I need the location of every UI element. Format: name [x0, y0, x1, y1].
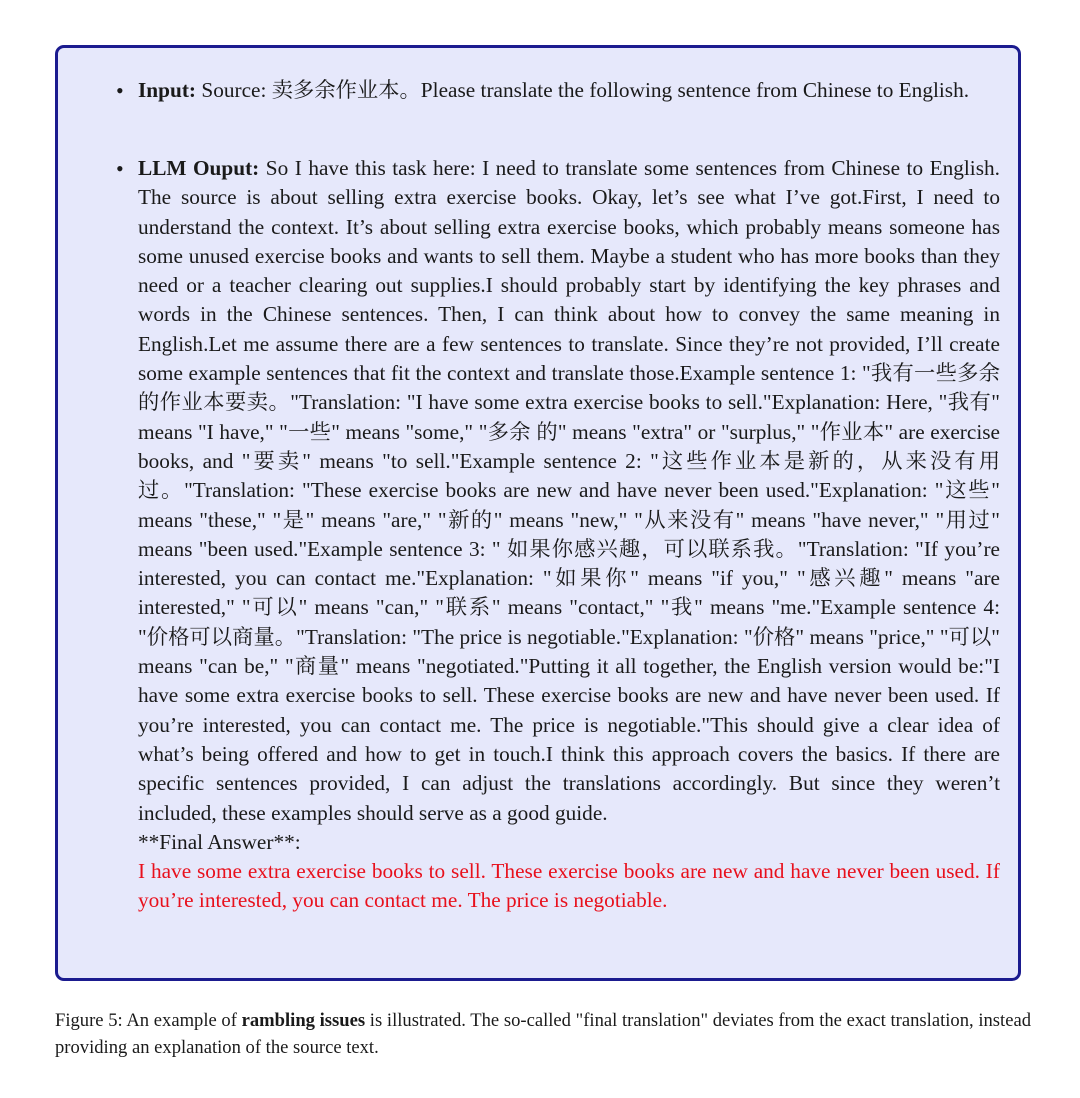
final-answer-label: **Final Answer**:	[138, 829, 301, 854]
input-label: Input:	[138, 78, 197, 102]
llm-output-text: So I have this task here: I need to translate some sentences from Chinese to English. The source is about selling extra exercise books. Okay, let’s see what I’ve got.First, I need to understand the context. It’s about selling extra exercise books, which probably means someone has some unused exercise books and wants to sell them. Maybe a student who has more books than they need or a teacher clearing out supplies.I should probably start by identifying the key phrases and words in the Chinese sentences. Then, I can think about how to convey the same meaning in English.Let me assume there are a few sentences to translate. Since they’re not provided, I’ll create some example sentences that fit the context and translate those.Example sentence 1: "我有一些多余的作业本要卖。"Translation: "I have some extra exercise books to sell."Explanation: Here, "我有" means "I have," "一些" means "some," "多余 的" means "extra" or "surplus," "作业本" are exercise books, and "要卖" means "to sell."Example sentence 2: "这些作业本是新的，从来没有用过。"Translation: "These exercise books are new and have never been used."Explanation: "这些" means "these," "是" means "are," "新的" means "new," "从来没有" means "have never," "用过" means "been used."Example sentence 3: " 如果你感兴趣，可以联系我。"Translation: "If you’re interested, you can contact me."Explanation: "如果你" means "if you," "感兴趣" means "are interested," "可以" means "can," "联系" means "contact," "我" means "me."Example sentence 4: "价格可以商量。"Translation: "The price is negotiable."Explanation: "价格" means "price," "可以" means "can be," "商量" means "negotiated."Putting it all together, the English version would be:"I have some extra exercise books to sell. These exercise books are new and have never been used. If you’re interested, you can contact me. The price is negotiable."This should give a clear idea of what’s being offered and how to get in touch.I think this approach covers the basics. If there are specific sentences provided, I can adjust the translations accordingly. But since they weren’t included, these examples should serve as a good guide.	[138, 156, 1001, 825]
input-text: Source: 卖多余作业本。Please translate the following sentence from Chinese to English.	[201, 78, 970, 102]
llm-output-label: LLM Ouput:	[138, 156, 260, 180]
llm-output-item	[116, 154, 1001, 916]
figure-caption	[55, 1008, 1031, 1061]
bullet-icon: •	[116, 156, 124, 181]
bullet-icon: •	[116, 78, 124, 103]
input-item	[116, 76, 1000, 105]
final-answer-text: I have some extra exercise books to sell. These exercise books are new and have never been used. If you’re interested, you can contact me. The price is negotiable.	[138, 859, 1000, 913]
example-box	[55, 45, 1021, 981]
caption-bold: rambling issues	[241, 1010, 366, 1031]
caption-prefix: Figure 5: An example of	[55, 1010, 242, 1031]
caption-suffix: is illustrated. The so-called "final translation" deviates from the exact translation, instead providing an explanation of the source text.	[55, 1010, 1031, 1058]
